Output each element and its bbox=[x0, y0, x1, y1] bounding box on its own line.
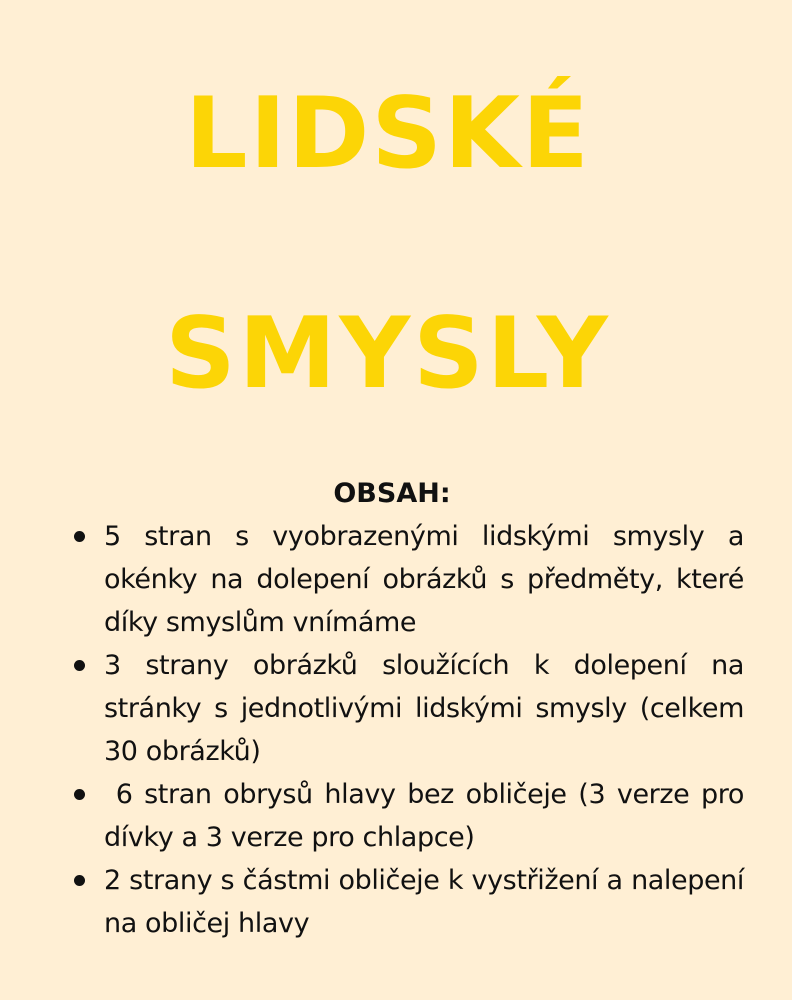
bullet-icon bbox=[74, 875, 85, 886]
list-item bbox=[104, 644, 744, 773]
contents-heading: OBSAH: bbox=[333, 478, 451, 509]
list-item-text: 3 strany obrázků sloužících k dolepení na stránky s jednotlivými lidskými smysly (celkem 30 obrázků) bbox=[104, 650, 744, 767]
list-item-text: 5 stran s vyobrazenými lidskými smysly a okénky na dolepení obrázků s předměty, které díky smyslům vnímáme bbox=[104, 521, 744, 638]
title-line-1: LIDSKÉ bbox=[185, 77, 591, 191]
list-item-text: 6 stran obrysů hlavy bez obličeje (3 verze pro dívky a 3 verze pro chlapce) bbox=[104, 779, 753, 853]
bullet-icon bbox=[74, 789, 85, 800]
list-item bbox=[104, 515, 744, 644]
list-item bbox=[104, 773, 753, 859]
title-line-2: SMYSLY bbox=[165, 297, 611, 411]
contents-list bbox=[104, 515, 753, 945]
bullet-icon bbox=[74, 531, 85, 542]
bullet-icon bbox=[74, 660, 85, 671]
list-item bbox=[104, 859, 744, 945]
list-item-text: 2 strany s částmi obličeje k vystřižení a nalepení na obličej hlavy bbox=[104, 865, 744, 939]
